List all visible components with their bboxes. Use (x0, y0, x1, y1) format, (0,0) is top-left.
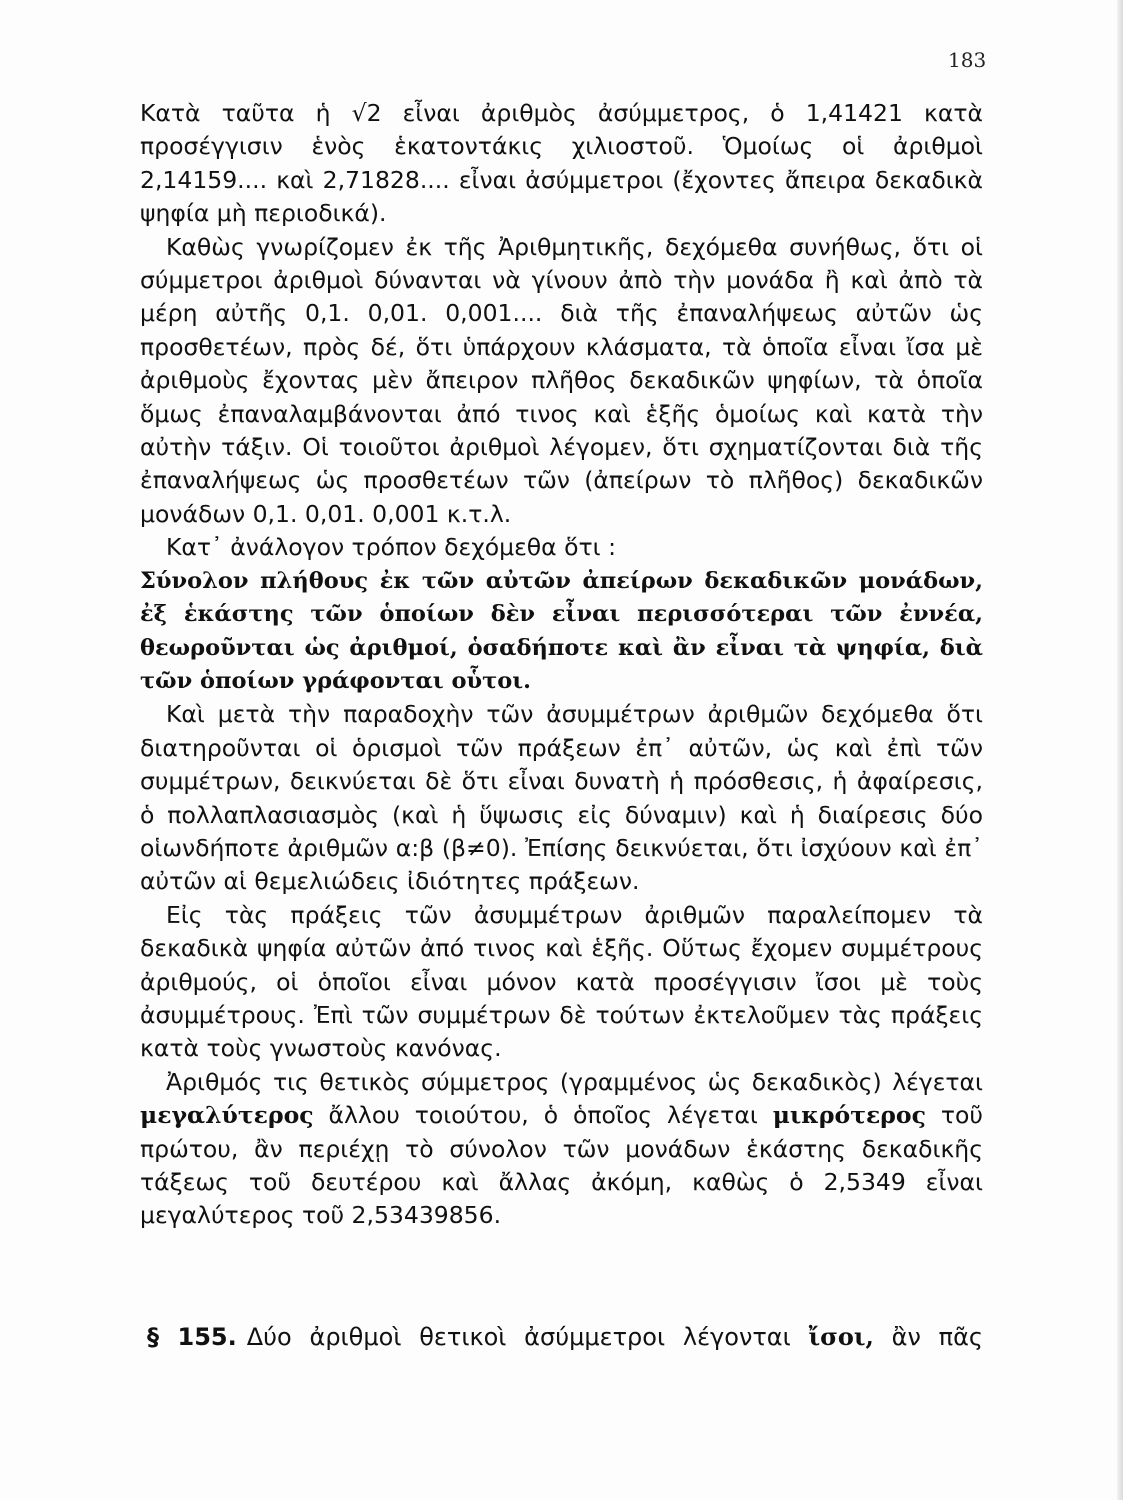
paragraph-7-text-a: Ἀριθμός τις θετικὸς σύμμετρος (γραμμένος ὡς δεκαδικὸς) λέγεται (166, 1067, 983, 1096)
section-text-a: Δύο ἀριθμοὶ θετικοὶ ἀσύμμετροι λέγονται (246, 1323, 791, 1351)
term-greater: μεγαλύτερος (140, 1101, 314, 1130)
paragraph-3: Κατ᾿ ἀνάλογον τρόπον δεχόμεθα ὅτι : (166, 533, 616, 562)
term-smaller: μικρότερος (772, 1101, 926, 1130)
paragraph-2: Καθὼς γνωρίζομεν ἐκ τῆς Ἀριθμητικῆς, δεχόμεθα συνήθως, ὅτι οἱ σύμμετροι ἀριθμοὶ δύνανται νὰ γίνουν ἀπὸ τὴν μονάδα ἢ καὶ ἀπὸ τὰ μέρη αὐτῆς 0,1. 0,01. 0,001.... διὰ τῆς ἐπαναλήψεως αὐτῶν ὡς προσθετέων, πρὸς δέ, ὅτι ὑπάρχουν κλάσματα, τὰ ὁποῖα εἶναι ἴσα μὲ ἀριθμοὺς ἔχοντας μὲν ἄπειρον πλῆθος δεκαδικῶν ψηφίων, τὰ ὁποῖα ὅμως ἐπαναλαμβάνονται ἀπό τινος καὶ ἑξῆς ὁμοίως καὶ κατὰ τὴν αὐτὴν τάξιν. Οἱ τοιοῦτοι ἀριθμοὶ λέγομεν, ὅτι σχηματίζονται διὰ τῆς ἐπαναλήψεως ὡς προσθετέων τῶν (ἀπείρων τὸ πλῆθος) δεκαδικῶν μονάδων 0,1. 0,01. 0,001 κ.τ.λ. (140, 232, 983, 528)
section-number: § 155. (147, 1323, 237, 1351)
paragraph-5: Καὶ μετὰ τὴν παραδοχὴν τῶν ἀσυμμέτρων ἀριθμῶν δεχόμεθα ὅτι διατηροῦνται οἱ ὁρισμοὶ τῶν πράξεων ἐπ᾿ αὐτῶν, ὡς καὶ ἐπὶ τῶν συμμέτρων, δεικνύεται δὲ ὅτι εἶναι δυνατὴ ἡ πρόσθεσις, ἡ ἀφαίρεσις, ὁ πολλαπλασιασμὸς (καὶ ἡ ὕψωσις εἰς δύναμιν) καὶ ἡ διαίρεσις δύο οἱωνδήποτε ἀριθμῶν α:β (β≠0). Ἐπίσης δεικνύεται, ὅτι ἰσχύουν καὶ ἐπ᾿ αὐτῶν αἱ θεμελιώδεις ἰδιότητες πράξεων. (140, 700, 983, 896)
paragraph-4-definition: Σύνολον πλήθους ἐκ τῶν αὐτῶν ἀπείρων δεκαδικῶν μονάδων, ἐξ ἑκάστης τῶν ὁποίων δὲν εἶναι περισσότεραι τῶν ἐννέα, θεωροῦνται ὡς ἀριθμοί, ὁσαδήποτε καὶ ἂν εἶναι τὰ ψηφία, διὰ τῶν ὁποίων γράφονται οὗτοι. (140, 567, 983, 694)
section-text-b: ἂν πᾶς (891, 1323, 984, 1351)
paragraph-6: Εἰς τὰς πράξεις τῶν ἀσυμμέτρων ἀριθμῶν παραλείπομεν τὰ δεκαδικὰ ψηφία αὐτῶν ἀπό τινος καὶ ἑξῆς. Οὕτως ἔχομεν συμμέτρους ἀριθμούς, οἱ ὁποῖοι εἶναι μόνον κατὰ προσέγγισιν ἴσοι μὲ τοὺς ἀσυμμέτρους. Ἐπὶ τῶν συμμέτρων δὲ τούτων ἐκτελοῦμεν τὰς πράξεις κατὰ τοὺς γνωστοὺς κανόνας. (140, 900, 983, 1063)
body-text (140, 97, 983, 1233)
paragraph-7-text-d: τοῦ πρώτου, ἂν περιέχῃ τὸ σύνολον τῶν μονάδων ἑκάστης δεκαδικῆς τάξεως τοῦ δευτέρου καὶ ἄλλας ἀκόμη, καθὼς ὁ 2,5349 εἶναι μεγαλύτερος τοῦ 2,53439856. (140, 1101, 983, 1230)
term-equal: ἴσοι, (808, 1322, 874, 1351)
page-edge-shadow (1117, 0, 1123, 1500)
section-155-heading (147, 1320, 983, 1354)
paragraph-1: Κατὰ ταῦτα ἡ √2 εἶναι ἀριθμὸς ἀσύμμετρος, ὁ 1,41421 κατὰ προσέγγισιν ἑνὸς ἑκατοντάκις χιλιοστοῦ. Ὁμοίως οἱ ἀριθμοὶ 2,14159.... καὶ 2,71828.... εἶναι ἀσύμμετροι (ἔχοντες ἄπειρα δεκαδικὰ ψηφία μὴ περιοδικά). (140, 99, 983, 228)
paragraph-7-text-c: ἄλλου τοιούτου, ὁ ὁποῖος λέγεται (328, 1101, 758, 1130)
paragraph-7 (140, 1066, 983, 1233)
page-number: 183 (948, 48, 987, 72)
